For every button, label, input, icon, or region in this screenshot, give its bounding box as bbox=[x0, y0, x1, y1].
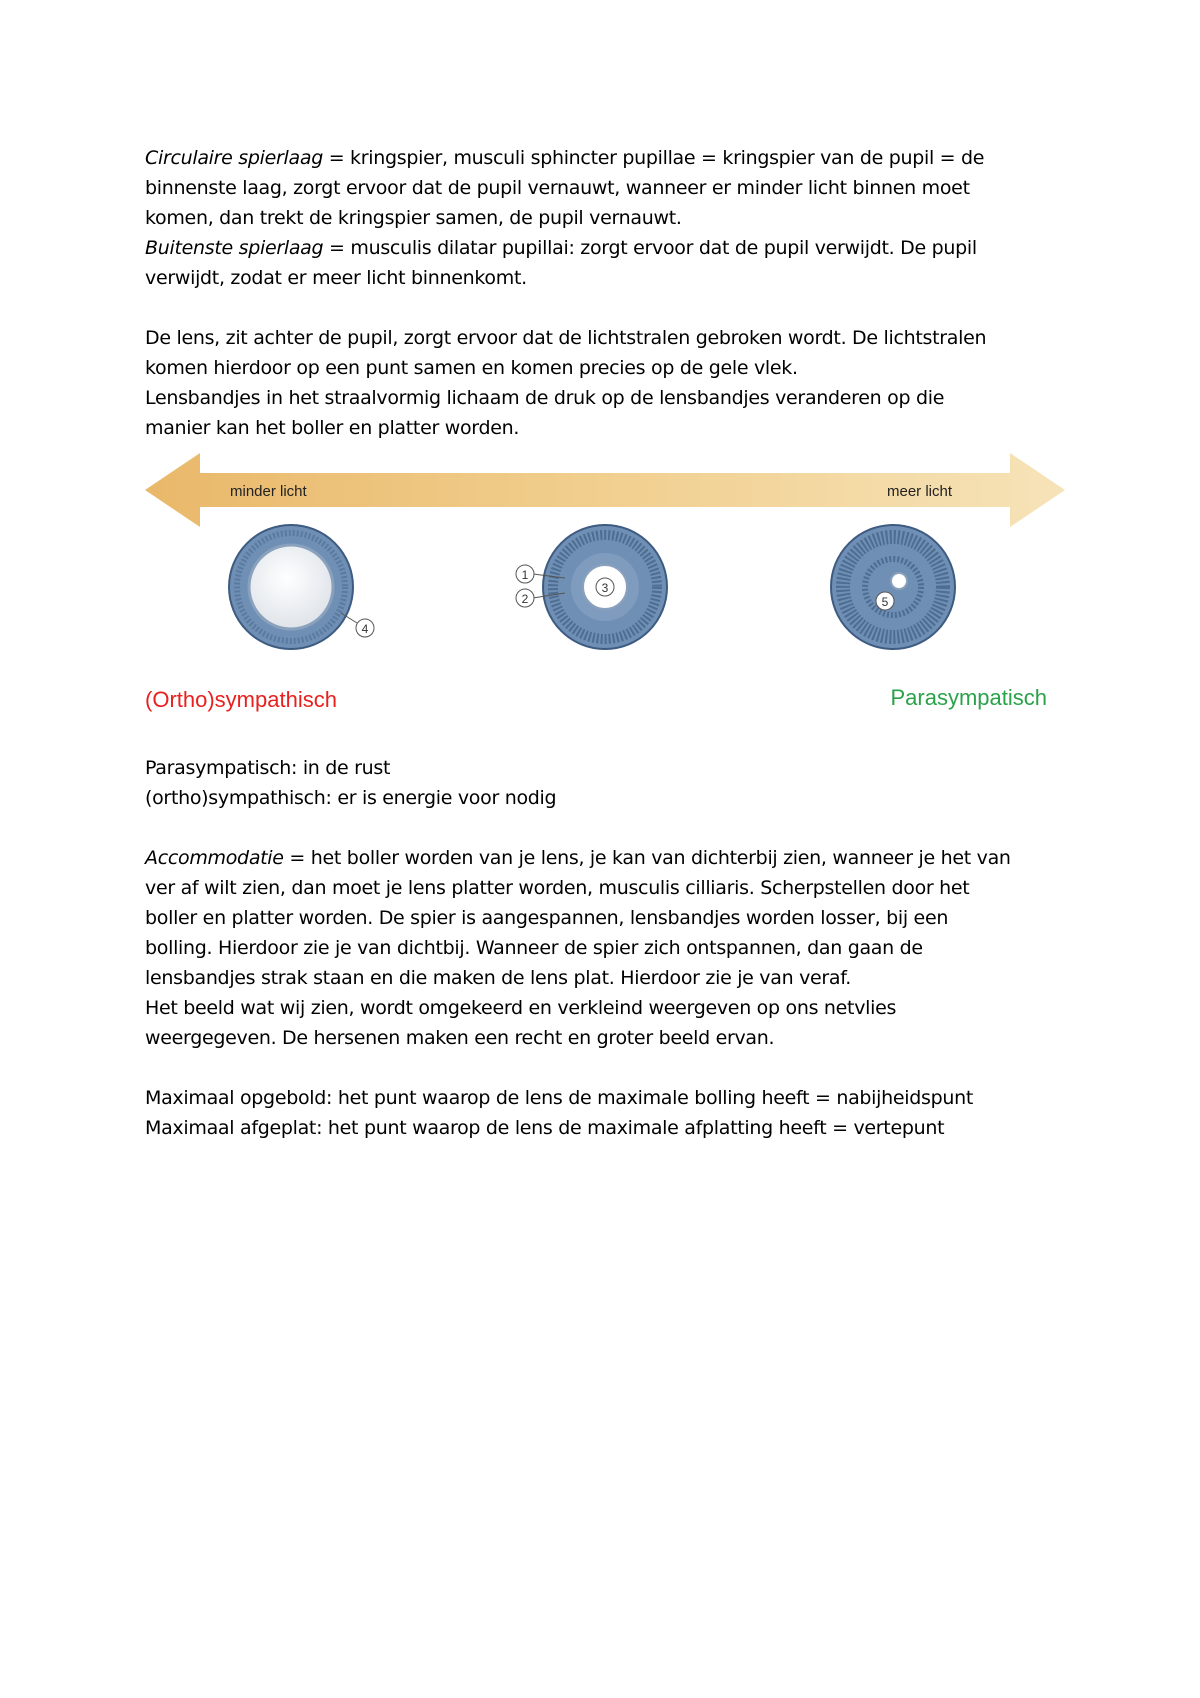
pupil-figure bbox=[145, 453, 1065, 673]
iris-medium-pupil bbox=[516, 525, 667, 649]
text-segment: = kringspier, musculi sphincter pupillae = kringspier van de pupil = de bbox=[322, 147, 985, 169]
pupil-large bbox=[249, 545, 333, 629]
text-segment: = het boller worden van je lens, je kan van dichterbij zien, wanneer je het van bbox=[283, 847, 1011, 869]
text-segment: = musculis dilatar pupillai: zorgt ervoor dat de pupil verwijdt. De pupil bbox=[323, 237, 977, 259]
iris-small-pupil bbox=[831, 525, 955, 649]
text-line bbox=[145, 233, 1065, 263]
paragraph-gap bbox=[145, 293, 1065, 323]
paragraph-gap bbox=[145, 727, 1065, 753]
text-line: weergegeven. De hersenen maken een recht en groter beeld ervan. bbox=[145, 1027, 775, 1049]
text-line: (ortho)sympathisch: er is energie voor nodig bbox=[145, 787, 557, 809]
text-line: De lens, zit achter de pupil, zorgt ervoor dat de lichtstralen gebroken wordt. De lichtstralen bbox=[145, 327, 987, 349]
arrow-left-label: minder licht bbox=[230, 483, 307, 500]
text-line: Maximaal opgebold: het punt waarop de lens de maximale bolling heeft = nabijheidspunt bbox=[145, 1087, 973, 1109]
text-line: Het beeld wat wij zien, wordt omgekeerd en verkleind weergeven op ons netvlies bbox=[145, 997, 897, 1019]
text-line: boller en platter worden. De spier is aangespannen, lensbandjes worden losser, bij een bbox=[145, 907, 949, 929]
text-line: Parasympatisch: in de rust bbox=[145, 757, 391, 779]
text-line: komen hierdoor op een punt samen en komen precies op de gele vlek. bbox=[145, 357, 798, 379]
text-line: bolling. Hierdoor zie je van dichtbij. Wanneer de spier zich ontspannen, dan gaan de bbox=[145, 937, 923, 959]
text-line: Maximaal afgeplat: het punt waarop de lens de maximale afplatting heeft = vertepunt bbox=[145, 1117, 945, 1139]
pupil-diagram-svg bbox=[145, 453, 1065, 673]
marker-1-label: 1 bbox=[521, 568, 529, 582]
label-parasympatisch: Parasympatisch bbox=[890, 685, 1047, 710]
marker-3-label: 3 bbox=[601, 581, 609, 595]
text-line: ver af wilt zien, dan moet je lens platter worden, musculis cilliaris. Scherpstellen door het bbox=[145, 877, 970, 899]
text-line: lensbandjes strak staan en die maken de lens plat. Hierdoor zie je van veraf. bbox=[145, 967, 852, 989]
text-line bbox=[145, 843, 1065, 873]
document-page bbox=[145, 143, 1065, 1143]
marker-2-label: 2 bbox=[521, 592, 529, 606]
text-line: komen, dan trekt de kringspier samen, de pupil vernauwt. bbox=[145, 207, 682, 229]
marker-5-label: 5 bbox=[881, 595, 889, 609]
text-line: Lensbandjes in het straalvormig lichaam de druk op de lensbandjes veranderen op die bbox=[145, 387, 945, 409]
text-line: verwijdt, zodat er meer licht binnenkomt. bbox=[145, 267, 527, 289]
term-accommodatie: Accommodatie bbox=[145, 847, 284, 869]
paragraph-gap bbox=[145, 1053, 1065, 1083]
text-line bbox=[145, 143, 1065, 173]
term-buitenste-spierlaag: Buitenste spierlaag bbox=[145, 237, 324, 259]
marker-4-label: 4 bbox=[361, 622, 369, 636]
text-line: binnenste laag, zorgt ervoor dat de pupil vernauwt, wanneer er minder licht binnen moet bbox=[145, 177, 970, 199]
text-line: manier kan het boller en platter worden. bbox=[145, 417, 520, 439]
arrow-right-label: meer licht bbox=[887, 483, 953, 500]
pupil-small bbox=[891, 573, 907, 589]
iris-wide-pupil bbox=[229, 525, 374, 649]
paragraph-gap bbox=[145, 813, 1065, 843]
nervous-system-labels bbox=[145, 687, 1065, 727]
term-circulaire-spierlaag: Circulaire spierlaag bbox=[145, 147, 323, 169]
label-orthosympathisch: (Ortho)sympathisch bbox=[145, 687, 337, 712]
